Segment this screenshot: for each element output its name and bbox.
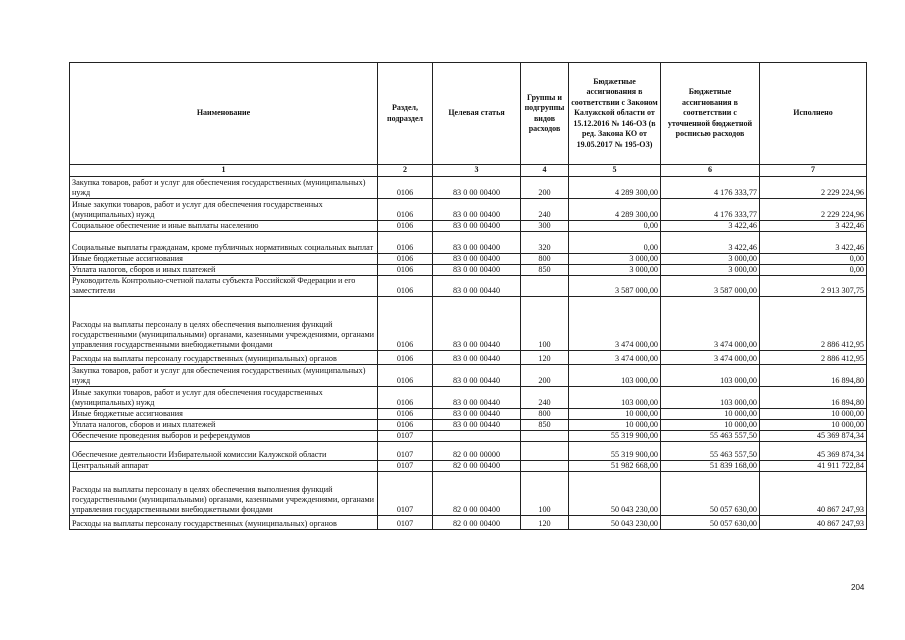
row-target: 83 0 00 00440 bbox=[433, 296, 521, 350]
table-row bbox=[70, 253, 867, 264]
row-section: 0106 bbox=[378, 350, 433, 364]
table-row bbox=[70, 176, 867, 198]
row-name: Уплата налогов, сборов и иных платежей bbox=[70, 264, 378, 275]
row-target: 83 0 00 00400 bbox=[433, 231, 521, 253]
row-group bbox=[521, 460, 569, 471]
row-alloc-law: 4 289 300,00 bbox=[569, 198, 661, 220]
row-alloc-refined: 3 587 000,00 bbox=[661, 275, 760, 296]
row-alloc-law: 51 982 668,00 bbox=[569, 460, 661, 471]
row-alloc-law: 55 319 900,00 bbox=[569, 430, 661, 441]
row-group: 120 bbox=[521, 515, 569, 529]
row-alloc-refined: 10 000,00 bbox=[661, 419, 760, 430]
row-alloc-law: 0,00 bbox=[569, 231, 661, 253]
row-alloc-refined: 4 176 333,77 bbox=[661, 176, 760, 198]
table-row bbox=[70, 296, 867, 350]
header-row bbox=[70, 63, 867, 165]
row-group: 850 bbox=[521, 264, 569, 275]
row-alloc-refined: 3 000,00 bbox=[661, 264, 760, 275]
row-executed: 45 369 874,34 bbox=[760, 441, 867, 460]
row-group bbox=[521, 430, 569, 441]
row-group: 200 bbox=[521, 364, 569, 386]
column-number-row bbox=[70, 165, 867, 177]
row-alloc-law: 0,00 bbox=[569, 220, 661, 231]
row-alloc-law: 50 043 230,00 bbox=[569, 471, 661, 515]
row-alloc-refined: 3 422,46 bbox=[661, 231, 760, 253]
row-name: Закупка товаров, работ и услуг для обеспечения государственных (муниципальных) нужд bbox=[70, 176, 378, 198]
page-number: 204 bbox=[851, 583, 865, 592]
row-target: 83 0 00 00440 bbox=[433, 386, 521, 408]
table-row bbox=[70, 441, 867, 460]
row-executed: 3 422,46 bbox=[760, 220, 867, 231]
table-row bbox=[70, 275, 867, 296]
row-group: 100 bbox=[521, 296, 569, 350]
row-alloc-refined: 50 057 630,00 bbox=[661, 515, 760, 529]
row-alloc-law: 50 043 230,00 bbox=[569, 515, 661, 529]
row-group: 240 bbox=[521, 198, 569, 220]
row-group: 800 bbox=[521, 408, 569, 419]
table-row bbox=[70, 515, 867, 529]
row-name: Социальное обеспечение и иные выплаты населению bbox=[70, 220, 378, 231]
row-name: Обеспечение деятельности Избирательной комиссии Калужской области bbox=[70, 441, 378, 460]
table-row bbox=[70, 408, 867, 419]
row-alloc-law: 103 000,00 bbox=[569, 364, 661, 386]
row-alloc-law: 10 000,00 bbox=[569, 419, 661, 430]
row-executed: 40 867 247,93 bbox=[760, 515, 867, 529]
row-alloc-law: 3 474 000,00 bbox=[569, 350, 661, 364]
row-name: Иные закупки товаров, работ и услуг для обеспечения государственных (муниципальных) нужд bbox=[70, 386, 378, 408]
table-row bbox=[70, 386, 867, 408]
header-alloc-law: Бюджетные ассигнования в соответствии с Законом Калужской области от 15.12.2016 № 146-ОЗ (в ред. Закона КО от 19.05.2017 № 195-ОЗ) bbox=[569, 63, 661, 165]
row-alloc-law: 3 587 000,00 bbox=[569, 275, 661, 296]
row-alloc-law: 3 000,00 bbox=[569, 264, 661, 275]
row-target: 83 0 00 00400 bbox=[433, 198, 521, 220]
row-section: 0107 bbox=[378, 515, 433, 529]
row-name: Расходы на выплаты персоналу государственных (муниципальных) органов bbox=[70, 515, 378, 529]
row-target bbox=[433, 430, 521, 441]
row-group: 200 bbox=[521, 176, 569, 198]
row-alloc-law: 10 000,00 bbox=[569, 408, 661, 419]
row-group: 850 bbox=[521, 419, 569, 430]
row-alloc-law: 55 319 900,00 bbox=[569, 441, 661, 460]
row-target: 82 0 00 00400 bbox=[433, 471, 521, 515]
header-name: Наименование bbox=[70, 63, 378, 165]
budget-table bbox=[69, 62, 867, 530]
row-alloc-refined: 103 000,00 bbox=[661, 364, 760, 386]
row-name: Центральный аппарат bbox=[70, 460, 378, 471]
row-section: 0106 bbox=[378, 364, 433, 386]
row-target: 83 0 00 00400 bbox=[433, 264, 521, 275]
row-name: Расходы на выплаты персоналу в целях обеспечения выполнения функций государственными (муниципальными) органами, казенными учреждениями, органами управления государственными внебюджетными фондами bbox=[70, 471, 378, 515]
row-group: 800 bbox=[521, 253, 569, 264]
row-section: 0106 bbox=[378, 231, 433, 253]
row-section: 0106 bbox=[378, 275, 433, 296]
header-groups: Группы и подгруппы видов расходов bbox=[521, 63, 569, 165]
row-section: 0107 bbox=[378, 441, 433, 460]
row-alloc-refined: 10 000,00 bbox=[661, 408, 760, 419]
row-alloc-refined: 55 463 557,50 bbox=[661, 430, 760, 441]
row-alloc-refined: 4 176 333,77 bbox=[661, 198, 760, 220]
row-alloc-refined: 3 000,00 bbox=[661, 253, 760, 264]
column-number: 7 bbox=[760, 165, 867, 177]
row-group: 120 bbox=[521, 350, 569, 364]
table-row bbox=[70, 350, 867, 364]
column-number: 6 bbox=[661, 165, 760, 177]
row-executed: 16 894,80 bbox=[760, 386, 867, 408]
row-executed: 2 913 307,75 bbox=[760, 275, 867, 296]
row-alloc-law: 3 000,00 bbox=[569, 253, 661, 264]
row-executed: 2 229 224,96 bbox=[760, 198, 867, 220]
row-target: 83 0 00 00440 bbox=[433, 364, 521, 386]
row-target: 83 0 00 00400 bbox=[433, 220, 521, 231]
row-executed: 40 867 247,93 bbox=[760, 471, 867, 515]
header-target: Целевая статья bbox=[433, 63, 521, 165]
row-group: 240 bbox=[521, 386, 569, 408]
row-target: 83 0 00 00400 bbox=[433, 253, 521, 264]
row-group: 320 bbox=[521, 231, 569, 253]
column-number: 1 bbox=[70, 165, 378, 177]
table-row bbox=[70, 430, 867, 441]
row-name: Иные закупки товаров, работ и услуг для обеспечения государственных (муниципальных) нужд bbox=[70, 198, 378, 220]
row-alloc-law: 4 289 300,00 bbox=[569, 176, 661, 198]
row-executed: 2 229 224,96 bbox=[760, 176, 867, 198]
row-name: Руководитель Контрольно-счетной палаты субъекта Российской Федерации и его заместители bbox=[70, 275, 378, 296]
row-alloc-refined: 55 463 557,50 bbox=[661, 441, 760, 460]
row-section: 0106 bbox=[378, 408, 433, 419]
row-executed: 2 886 412,95 bbox=[760, 350, 867, 364]
row-executed: 41 911 722,84 bbox=[760, 460, 867, 471]
row-name: Расходы на выплаты персоналу государственных (муниципальных) органов bbox=[70, 350, 378, 364]
header-executed: Исполнено bbox=[760, 63, 867, 165]
row-name: Иные бюджетные ассигнования bbox=[70, 408, 378, 419]
row-name: Расходы на выплаты персоналу в целях обеспечения выполнения функций государственными (муниципальными) органами, казенными учреждениями, органами управления государственными внебюджетными фондами bbox=[70, 296, 378, 350]
row-executed: 3 422,46 bbox=[760, 231, 867, 253]
row-alloc-refined: 50 057 630,00 bbox=[661, 471, 760, 515]
row-group: 100 bbox=[521, 471, 569, 515]
row-executed: 2 886 412,95 bbox=[760, 296, 867, 350]
table-row bbox=[70, 198, 867, 220]
row-executed: 10 000,00 bbox=[760, 419, 867, 430]
row-section: 0107 bbox=[378, 430, 433, 441]
row-name: Иные бюджетные ассигнования bbox=[70, 253, 378, 264]
row-target: 82 0 00 00000 bbox=[433, 441, 521, 460]
row-target: 82 0 00 00400 bbox=[433, 460, 521, 471]
row-alloc-law: 103 000,00 bbox=[569, 386, 661, 408]
row-name: Закупка товаров, работ и услуг для обеспечения государственных (муниципальных) нужд bbox=[70, 364, 378, 386]
row-target: 83 0 00 00440 bbox=[433, 419, 521, 430]
table-row bbox=[70, 419, 867, 430]
row-name: Обеспечение проведения выборов и референдумов bbox=[70, 430, 378, 441]
row-executed: 45 369 874,34 bbox=[760, 430, 867, 441]
row-target: 83 0 00 00440 bbox=[433, 350, 521, 364]
column-number: 2 bbox=[378, 165, 433, 177]
column-number: 5 bbox=[569, 165, 661, 177]
row-group bbox=[521, 441, 569, 460]
row-section: 0107 bbox=[378, 471, 433, 515]
table-row bbox=[70, 364, 867, 386]
row-alloc-law: 3 474 000,00 bbox=[569, 296, 661, 350]
row-target: 82 0 00 00400 bbox=[433, 515, 521, 529]
row-group bbox=[521, 275, 569, 296]
row-target: 83 0 00 00400 bbox=[433, 176, 521, 198]
row-group: 300 bbox=[521, 220, 569, 231]
table-body bbox=[70, 176, 867, 529]
row-section: 0107 bbox=[378, 460, 433, 471]
row-alloc-refined: 3 474 000,00 bbox=[661, 296, 760, 350]
column-number: 4 bbox=[521, 165, 569, 177]
table-row bbox=[70, 471, 867, 515]
row-executed: 0,00 bbox=[760, 253, 867, 264]
table-row bbox=[70, 231, 867, 253]
row-section: 0106 bbox=[378, 198, 433, 220]
row-section: 0106 bbox=[378, 386, 433, 408]
row-name: Социальные выплаты гражданам, кроме публичных нормативных социальных выплат bbox=[70, 231, 378, 253]
row-executed: 0,00 bbox=[760, 264, 867, 275]
row-alloc-refined: 51 839 168,00 bbox=[661, 460, 760, 471]
table-row bbox=[70, 264, 867, 275]
header-alloc-refined: Бюджетные ассигнования в соответствии с уточненной бюджетной росписью расходов bbox=[661, 63, 760, 165]
row-section: 0106 bbox=[378, 419, 433, 430]
row-name: Уплата налогов, сборов и иных платежей bbox=[70, 419, 378, 430]
table-row bbox=[70, 220, 867, 231]
row-target: 83 0 00 00440 bbox=[433, 408, 521, 419]
row-executed: 16 894,80 bbox=[760, 364, 867, 386]
row-section: 0106 bbox=[378, 220, 433, 231]
header-section: Раздел, подраздел bbox=[378, 63, 433, 165]
row-target: 83 0 00 00440 bbox=[433, 275, 521, 296]
row-section: 0106 bbox=[378, 253, 433, 264]
row-section: 0106 bbox=[378, 296, 433, 350]
column-number: 3 bbox=[433, 165, 521, 177]
row-alloc-refined: 3 474 000,00 bbox=[661, 350, 760, 364]
row-alloc-refined: 103 000,00 bbox=[661, 386, 760, 408]
row-section: 0106 bbox=[378, 176, 433, 198]
row-executed: 10 000,00 bbox=[760, 408, 867, 419]
row-section: 0106 bbox=[378, 264, 433, 275]
row-alloc-refined: 3 422,46 bbox=[661, 220, 760, 231]
table-row bbox=[70, 460, 867, 471]
